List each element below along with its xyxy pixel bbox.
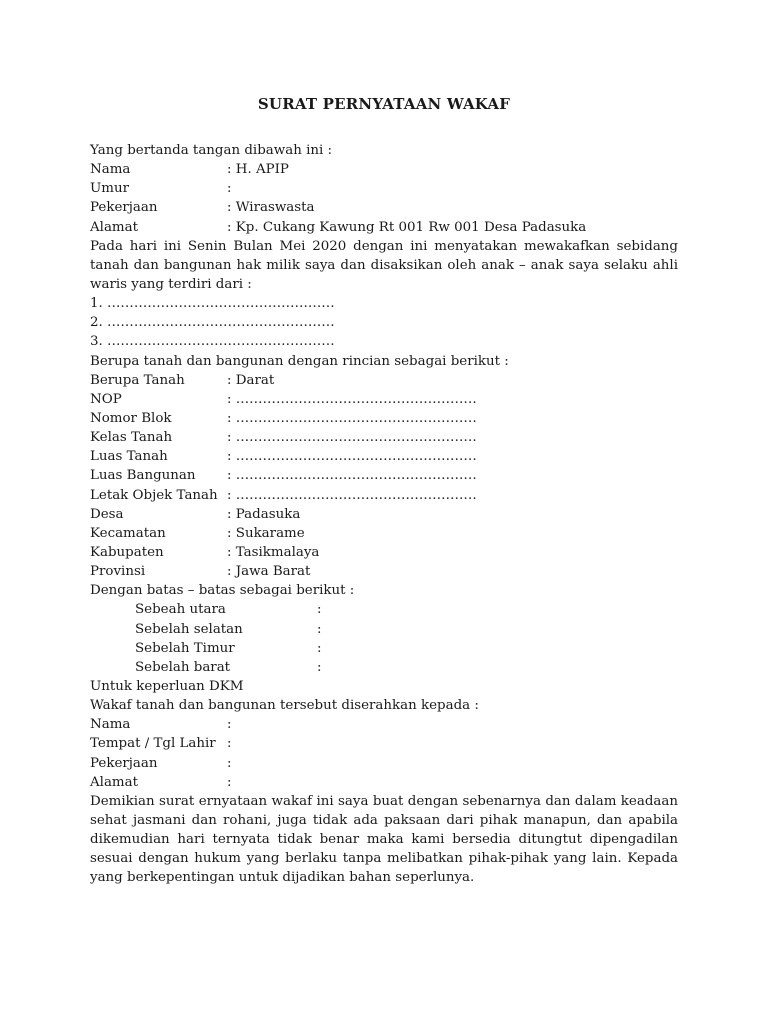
field-value: : — [317, 602, 322, 618]
heirs-list — [90, 294, 678, 351]
field-label: Nomor Blok — [90, 411, 172, 427]
field-label: Provinsi — [90, 564, 146, 580]
field-label: Tempat / Tgl Lahir — [90, 736, 216, 752]
field-row — [90, 600, 678, 619]
list-item: 3. …………………………………………… — [90, 334, 335, 350]
field-value: : — [317, 621, 322, 637]
field-value: : ……………………………………………… — [227, 391, 477, 407]
field-row — [90, 639, 678, 658]
field-row — [90, 620, 678, 639]
field-value: : — [227, 774, 232, 790]
field-row — [90, 543, 678, 562]
field-value: : ……………………………………………… — [227, 430, 477, 446]
statement-paragraph: Pada hari ini Senin Bulan Mei 2020 dengan ini menyatakan mewakafkan sebidang tanah dan bangunan hak milik saya dan disaksikan oleh anak – anak saya selaku ahli waris yang terdiri dari : — [90, 238, 678, 293]
field-row — [90, 447, 678, 466]
field-row — [90, 160, 678, 179]
border-fields — [90, 600, 678, 677]
field-label: Kabupaten — [90, 545, 164, 560]
field-value: : ……………………………………………… — [227, 487, 477, 503]
field-label: NOP — [90, 391, 122, 407]
recipient-fields — [90, 715, 678, 792]
document-body — [90, 141, 678, 888]
field-row — [90, 754, 678, 773]
signer-fields — [90, 160, 678, 237]
field-label: Luas Bangunan — [90, 468, 196, 484]
borders-intro: Dengan batas – batas sebagai berikut : — [90, 583, 355, 599]
field-row — [90, 409, 678, 428]
field-value: : — [317, 640, 322, 656]
list-item: 2. …………………………………………… — [90, 315, 335, 331]
field-row — [90, 390, 678, 409]
field-label: Pekerjaan — [90, 200, 158, 216]
field-label: Sebelah Timur — [135, 640, 235, 656]
field-value: : Kp. Cukang Kawung Rt 001 Rw 001 Desa Padasuka — [227, 219, 587, 235]
intro-text: Yang bertanda tangan dibawah ini : — [90, 143, 333, 158]
field-label: Letak Objek Tanah — [90, 487, 218, 503]
details-intro: Berupa tanah dan bangunan dengan rincian sebagai berikut : — [90, 353, 509, 369]
field-label: Sebelah barat — [135, 659, 231, 675]
field-label: Berupa Tanah — [90, 372, 185, 388]
field-row — [90, 773, 678, 792]
field-value: : — [227, 755, 232, 771]
field-row — [90, 486, 678, 505]
field-value: : H. APIP — [227, 162, 289, 178]
land-details — [90, 371, 678, 582]
field-value: : Sukarame — [227, 525, 305, 541]
field-row — [90, 524, 678, 543]
field-row — [90, 715, 678, 734]
field-row — [90, 562, 678, 581]
document-title: SURAT PERNYATAAN WAKAF — [257, 95, 511, 113]
handover-intro: Wakaf tanah dan bangunan tersebut diserahkan kepada : — [90, 698, 479, 714]
field-label: Kelas Tanah — [90, 430, 173, 446]
field-value: : ……………………………………………… — [227, 449, 477, 465]
field-row — [90, 734, 678, 753]
field-row — [90, 198, 678, 217]
field-label: Sebeah utara — [135, 602, 226, 618]
field-row — [90, 179, 678, 198]
field-row — [90, 428, 678, 447]
field-value: : — [227, 736, 232, 752]
field-value: : Darat — [227, 372, 275, 388]
field-label: Sebelah selatan — [135, 621, 243, 637]
field-label: Kecamatan — [90, 525, 166, 541]
field-value: : — [227, 181, 232, 197]
field-value: : Tasikmalaya — [227, 545, 320, 560]
field-value: : Padasuka — [227, 506, 301, 522]
purpose-text: Untuk keperluan DKM — [90, 678, 244, 694]
field-row — [90, 466, 678, 485]
field-label: Desa — [90, 506, 124, 522]
field-value: : ……………………………………………… — [227, 411, 477, 427]
field-value: : — [227, 717, 232, 733]
field-label: Nama — [90, 717, 131, 733]
field-value: : Wiraswasta — [227, 200, 315, 216]
field-label: Alamat — [90, 774, 138, 790]
field-label: Umur — [90, 181, 130, 197]
list-item: 1. …………………………………………… — [90, 296, 335, 312]
field-label: Luas Tanah — [90, 449, 168, 465]
closing-paragraph: Demikian surat ernyataan wakaf ini saya buat dengan sebenarnya dan dalam keadaan sehat jasmani dan rohani, juga tidak ada paksaan dari pihak manapun, dan apabila dikemudian hari ternyata tidak benar maka kami bersedia ditungtut dipengadilan sesuai dengan hukum yang berlaku tanpa melibatkan pihak-pihak yang lain. Kepada yang berkepentingan untuk dijadikan bahan seperlunya. — [90, 793, 678, 886]
field-row — [90, 218, 678, 237]
field-value: : Jawa Barat — [227, 564, 311, 580]
field-label: Pekerjaan — [90, 755, 158, 771]
field-label: Nama — [90, 162, 131, 178]
field-value: : — [317, 659, 322, 675]
field-label: Alamat — [90, 219, 138, 235]
field-row — [90, 505, 678, 524]
field-row — [90, 658, 678, 677]
field-row — [90, 371, 678, 390]
field-value: : ……………………………………………… — [227, 468, 477, 484]
